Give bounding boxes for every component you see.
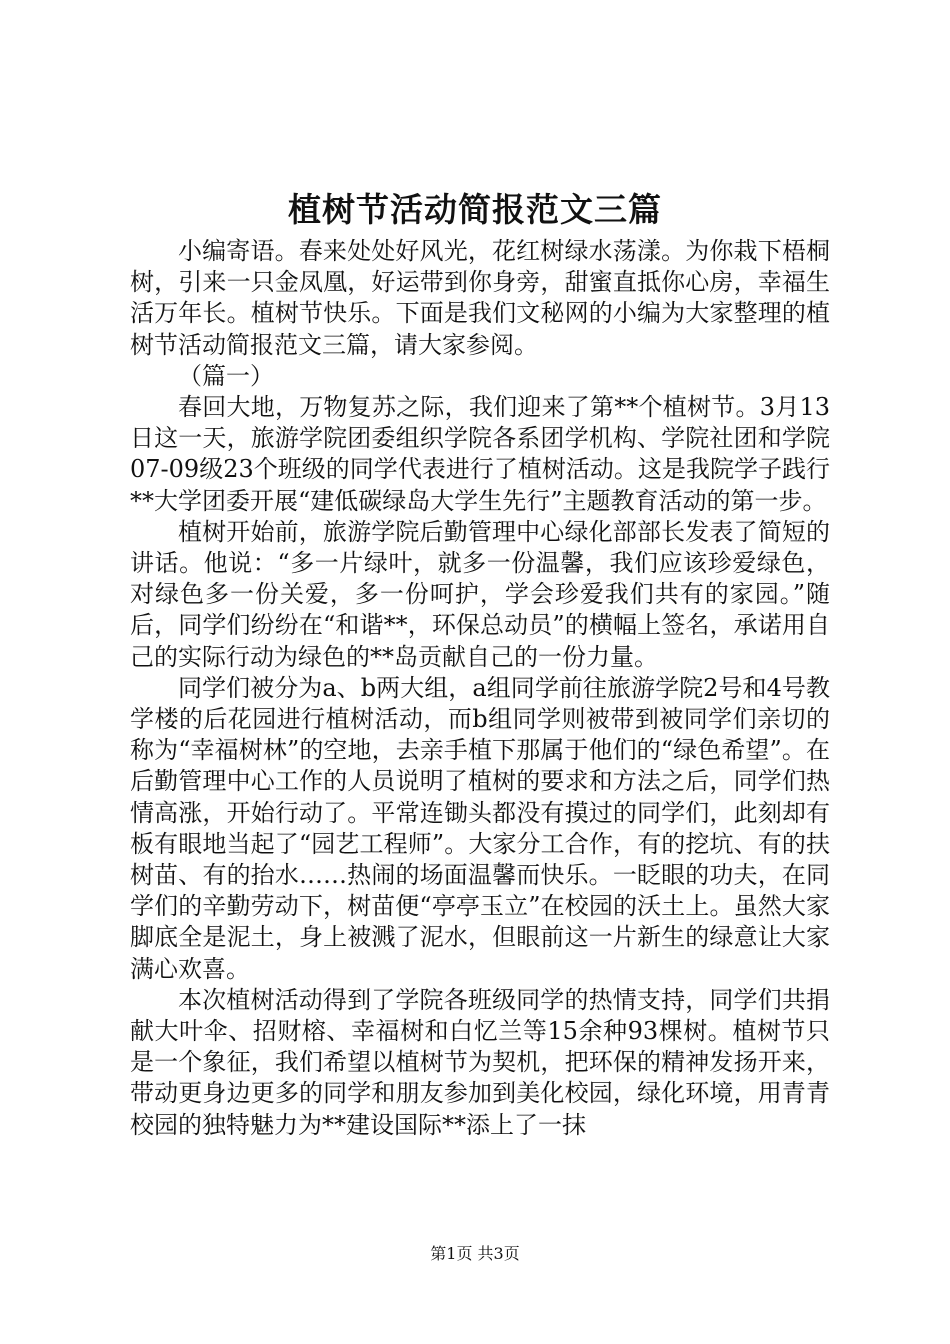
document-title: 植树节活动简报范文三篇 xyxy=(288,190,662,229)
paragraph: 本次植树活动得到了学院各班级同学的热情支持，同学们共捐献大叶伞、招财榕、幸福树和白忆兰等15余种93棵树。植树节只是一个象征，我们希望以植树节为契机，把环保的精神发扬开来，带动更身边更多的同学和朋友参加到美化校园，绿化环境，用青青校园的独特魅力为**建设国际**添上了一抹 xyxy=(130,985,830,1139)
paragraph: 春回大地，万物复苏之际，我们迎来了第**个植树节。3月13日这一天，旅游学院团委组织学院各系团学机构、学院社团和学院07-09级23个班级的同学代表进行了植树活动。这是我院学子践行**大学团委开展“建低碳绿岛大学生先行”主题教育活动的第一步。 xyxy=(130,393,830,515)
page-footer: 第1页 共3页 xyxy=(430,1244,520,1263)
section-heading: （篇一） xyxy=(178,361,274,390)
paragraph: 植树开始前，旅游学院后勤管理中心绿化部部长发表了简短的讲话。他说：“多一片绿叶，就多一份温馨，我们应该珍爱绿色，对绿色多一份关爱，多一份呵护，学会珍爱我们共有的家园。”随后，同学们纷纷在“和谐**，环保总动员”的横幅上签名，承诺用自己的实际行动为绿色的**岛贡献自己的一份力量。 xyxy=(130,517,830,671)
paragraph: 同学们被分为a、b两大组，a组同学前往旅游学院2号和4号教学楼的后花园进行植树活动，而b组同学则被带到被同学们亲切的称为“幸福树林”的空地，去亲手植下那属于他们的“绿色希望”。在后勤管理中心工作的人员说明了植树的要求和方法之后，同学们热情高涨，开始行动了。平常连锄头都没有摸过的同学们，此刻却有板有眼地当起了“园艺工程师”。大家分工合作，有的挖坑、有的扶树苗、有的抬水……热闹的场面温馨而快乐。一眨眼的功夫，在同学们的辛勤劳动下，树苗便“亭亭玉立”在校园的沃土上。虽然大家脚底全是泥土，身上被溅了泥水，但眼前这一片新生的绿意让大家满心欢喜。 xyxy=(130,673,830,983)
paragraph-intro: 小编寄语。春来处处好风光，花红树绿水荡漾。为你栽下梧桐树，引来一只金凤凰，好运带到你身旁，甜蜜直抵你心房，幸福生活万年长。植树节快乐。下面是我们文秘网的小编为大家整理的植树节活动简报范文三篇，请大家参阅。 xyxy=(130,237,830,359)
document-body xyxy=(130,236,830,1141)
